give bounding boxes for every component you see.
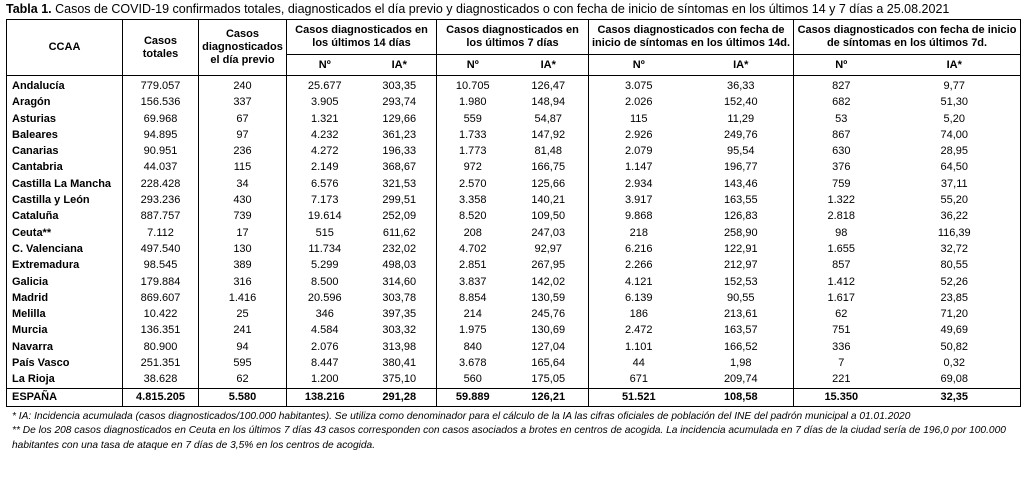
cell-value: 2.818 (827, 210, 856, 223)
cell-value: 50,82 (940, 340, 969, 353)
table-row (7, 274, 1021, 290)
cell-ccaa: Baleares (7, 127, 123, 143)
cell-value: 316 (199, 274, 287, 290)
table-row (7, 225, 1021, 241)
cell-value: 293,74 (363, 94, 437, 110)
cell-ccaa: Asturias (7, 111, 123, 127)
cell-value: 7 (838, 357, 845, 370)
cell-value: 303,35 (363, 76, 437, 95)
cell-value: 9,77 (943, 80, 965, 92)
cell-ccaa: Castilla y León (7, 192, 123, 208)
cell-value: 1.980 (458, 96, 487, 109)
table-row (7, 111, 1021, 127)
cell-value: 32,35 (889, 388, 1021, 406)
table-row (7, 192, 1021, 208)
cell-value: 515 (315, 226, 334, 239)
header-ia-sintomas-14d: IA* (689, 55, 794, 76)
cell-ccaa: Aragón (7, 94, 123, 110)
cell-value: 251.351 (123, 355, 199, 371)
cell-value: 6.139 (625, 291, 653, 304)
cell-value: 1.416 (199, 290, 287, 306)
cell-value: 69,08 (940, 373, 969, 386)
cell-ccaa: Madrid (7, 290, 123, 306)
cell-value: 90,55 (689, 290, 794, 306)
cell-value: 214 (463, 308, 482, 321)
cell-value: 682 (832, 96, 851, 109)
table-row-total (7, 388, 1021, 406)
cell-value: 213,61 (689, 306, 794, 322)
cell-value: 28,95 (940, 145, 969, 158)
cell-value: 1.975 (458, 324, 487, 337)
cell-value: 2.149 (310, 161, 339, 174)
cell-value: 130,59 (509, 290, 589, 306)
cell-value: 336 (832, 340, 851, 353)
cell-ccaa: Castilla La Mancha (7, 176, 123, 192)
cell-value: 115 (629, 112, 648, 125)
cell-value: 376 (832, 161, 851, 174)
cell-value: 869.607 (123, 290, 199, 306)
cell-value: 1.773 (458, 145, 487, 158)
header-ia-7d: IA* (509, 55, 589, 76)
cell-value: 175,05 (509, 371, 589, 388)
cell-value: 212,97 (689, 257, 794, 273)
cell-value: 8.520 (458, 210, 487, 223)
cell-value: 116,39 (937, 226, 971, 239)
cell-value: 240 (199, 76, 287, 95)
cell-value: 55,20 (940, 194, 969, 207)
cell-value: 559 (463, 112, 482, 125)
cell-value: 8.500 (310, 275, 339, 288)
cell-value: 1.655 (827, 242, 856, 255)
cell-value: 152,53 (689, 274, 794, 290)
cell-value: 166,75 (509, 159, 589, 175)
cell-value: 90.951 (123, 143, 199, 159)
cell-value: 74,00 (940, 128, 969, 141)
table-row (7, 176, 1021, 192)
footnote-ia: * IA: Incidencia acumulada (casos diagnosticados/100.000 habitantes). Se utiliza como denominador para el cálculo de la IA las cifras oficiales de población del INE del padrón municipal a 01.01.2020 (12, 410, 911, 422)
cell-value: 560 (463, 373, 482, 386)
cell-value: 109,50 (509, 208, 589, 224)
cell-value: 52,26 (940, 275, 969, 288)
cell-value: 97 (199, 127, 287, 143)
cell-value: 163,55 (689, 192, 794, 208)
cell-value: 127,04 (509, 339, 589, 355)
cell-value: 368,67 (363, 159, 437, 175)
cell-value: 152,40 (689, 94, 794, 110)
cell-value: 313,98 (363, 339, 437, 355)
cell-value: 129,66 (363, 111, 437, 127)
cell-value: 2.570 (458, 177, 487, 190)
cell-value: 0,32 (943, 357, 965, 370)
cell-ccaa: La Rioja (7, 371, 123, 388)
cell-value: 122,91 (689, 241, 794, 257)
cell-value: 196,33 (363, 143, 437, 159)
cell-value: 498,03 (363, 257, 437, 273)
cell-value: 380,41 (363, 355, 437, 371)
table-row (7, 290, 1021, 306)
cell-value: 671 (629, 373, 648, 386)
cell-value: 1.147 (625, 161, 653, 174)
cell-value: 34 (199, 176, 287, 192)
cell-value: 115 (199, 159, 287, 175)
cell-value: 8.447 (310, 357, 339, 370)
cell-value: 314,60 (363, 274, 437, 290)
cell-value: 3.678 (458, 357, 487, 370)
caption-text: Casos de COVID-19 confirmados totales, diagnosticados el día previo y diagnosticados o con fecha de inicio de síntomas en los últimos 14 y 7 días a 25.08.2021 (51, 2, 950, 16)
cell-value: 430 (199, 192, 287, 208)
cell-value: 10.422 (123, 306, 199, 322)
cell-value: 267,95 (509, 257, 589, 273)
cell-value: 232,02 (363, 241, 437, 257)
cell-value: 751 (832, 324, 851, 337)
header-ia-sintomas-7d: IA* (889, 55, 1021, 76)
cell-ccaa: C. Valenciana (7, 241, 123, 257)
cell-value: 228.428 (123, 176, 199, 192)
cell-value: 44.037 (123, 159, 199, 175)
cell-value: 143,46 (689, 176, 794, 192)
cell-value: 140,21 (509, 192, 589, 208)
cell-value: 293.236 (123, 192, 199, 208)
cell-value: 218 (629, 226, 648, 239)
cell-value: 166,52 (689, 339, 794, 355)
footnotes (6, 410, 1012, 454)
cell-value: 5.299 (310, 259, 339, 272)
cell-value: 595 (199, 355, 287, 371)
table-row (7, 339, 1021, 355)
table-row (7, 208, 1021, 224)
cell-value: 44 (632, 357, 645, 370)
cell-value: 8.854 (458, 291, 487, 304)
cell-value: 1.322 (827, 194, 856, 207)
cell-value: 69.968 (123, 111, 199, 127)
cell-value: 94.895 (123, 127, 199, 143)
cell-value: 5,20 (943, 112, 965, 125)
cell-value: 3.917 (625, 194, 653, 207)
cell-value: 1.200 (310, 373, 339, 386)
cell-value: 80,55 (940, 259, 969, 272)
cell-value: 2.079 (625, 145, 653, 158)
cell-value: 611,62 (363, 225, 437, 241)
table-row (7, 159, 1021, 175)
cell-value: 25.677 (307, 80, 342, 92)
header-n-7d: Nº (437, 55, 509, 76)
cell-value: 236 (199, 143, 287, 159)
header-ia-14d: IA* (363, 55, 437, 76)
cell-value: 2.026 (625, 96, 653, 109)
table-row (7, 94, 1021, 110)
cell-value: 208 (463, 226, 482, 239)
cell-value: 163,57 (689, 322, 794, 338)
cell-value: 2.934 (625, 177, 653, 190)
cell-value: 389 (199, 257, 287, 273)
cell-value: 7.112 (123, 225, 199, 241)
cell-ccaa: Navarra (7, 339, 123, 355)
cell-value: 1.617 (827, 291, 856, 304)
header-group-sintomas-7d: Casos diagnosticados con fecha de inicio de síntomas en los últimos 7d. (797, 24, 1017, 49)
cell-value: 3.358 (458, 194, 487, 207)
cell-value: 196,77 (689, 159, 794, 175)
cell-value: 361,23 (363, 127, 437, 143)
cell-ccaa: Extremadura (7, 257, 123, 273)
cell-value: 32,72 (940, 242, 969, 255)
cell-value: 3.837 (458, 275, 487, 288)
cell-ccaa: Galicia (7, 274, 123, 290)
cell-value: 7.173 (310, 194, 339, 207)
cell-value: 759 (832, 177, 851, 190)
cell-value: 142,02 (509, 274, 589, 290)
table-row (7, 143, 1021, 159)
cell-value: 94 (199, 339, 287, 355)
cell-value: 95,54 (689, 143, 794, 159)
cell-value: 19.614 (307, 210, 342, 223)
cell-value: 252,09 (363, 208, 437, 224)
header-group-14d: Casos diagnosticados en los últimos 14 días (287, 20, 437, 55)
cell-value: 4.584 (310, 324, 339, 337)
cell-value: 3.905 (310, 96, 339, 109)
header-n-sintomas-14d: Nº (589, 55, 689, 76)
cell-value: 1.101 (625, 340, 653, 353)
cell-value: 20.596 (307, 291, 342, 304)
cell-ccaa: Murcia (7, 322, 123, 338)
cell-ccaa: Canarias (7, 143, 123, 159)
header-ccaa: CCAA (7, 20, 123, 76)
cell-value: 15.350 (794, 388, 889, 406)
cell-value: 130 (199, 241, 287, 257)
table-row (7, 127, 1021, 143)
cell-value: 779.057 (123, 76, 199, 95)
cell-ccaa: Melilla (7, 306, 123, 322)
cell-ccaa: ESPAÑA (7, 388, 123, 406)
cell-value: 321,53 (363, 176, 437, 192)
cell-value: 64,50 (940, 161, 969, 174)
cell-value: 37,11 (940, 177, 968, 190)
cell-value: 62 (835, 308, 848, 321)
cell-value: 51.521 (589, 388, 689, 406)
cell-value: 241 (199, 322, 287, 338)
cell-value: 36,22 (940, 210, 969, 223)
header-casos-totales: Casos totales (123, 20, 199, 76)
cell-value: 138.216 (287, 388, 363, 406)
cell-value: 1,98 (689, 355, 794, 371)
cell-value: 1.412 (827, 275, 856, 288)
cell-value: 126,83 (689, 208, 794, 224)
table-row (7, 257, 1021, 273)
cell-value: 9.868 (625, 210, 653, 223)
cell-value: 397,35 (363, 306, 437, 322)
table-body (7, 76, 1021, 407)
cell-ccaa: País Vasco (7, 355, 123, 371)
cell-value: 38.628 (123, 371, 199, 388)
cell-value: 4.702 (458, 242, 487, 255)
cell-value: 62 (199, 371, 287, 388)
cell-value: 6.576 (310, 177, 339, 190)
footnote-ceuta: ** De los 208 casos diagnosticados en Ceuta en los últimos 7 días 43 casos corresponden con casos asociados a brotes en centros de acogida. La incidencia acumulada en 7 días de la ciudad sería de 196,0 por 100.000 habitantes con una tasa de ataque en 7 días de 3,5% en los centros de acogida. (12, 425, 1006, 451)
cell-value: 497.540 (123, 241, 199, 257)
cell-value: 337 (199, 94, 287, 110)
cell-value: 249,76 (689, 127, 794, 143)
cell-value: 136.351 (123, 322, 199, 338)
cell-value: 59.889 (437, 388, 509, 406)
table-caption (6, 0, 1020, 19)
cell-value: 245,76 (509, 306, 589, 322)
cell-value: 108,58 (689, 388, 794, 406)
cell-value: 209,74 (689, 371, 794, 388)
cell-value: 186 (629, 308, 648, 321)
table-row (7, 306, 1021, 322)
cell-value: 54,87 (509, 111, 589, 127)
cell-value: 49,69 (940, 324, 969, 337)
cell-value: 6.216 (625, 242, 653, 255)
cell-value: 179.884 (123, 274, 199, 290)
cell-value: 36,33 (689, 76, 794, 95)
cell-value: 887.757 (123, 208, 199, 224)
cell-value: 130,69 (509, 322, 589, 338)
cell-value: 299,51 (363, 192, 437, 208)
cell-value: 11,29 (689, 111, 794, 127)
cell-value: 126,21 (509, 388, 589, 406)
cell-value: 156.536 (123, 94, 199, 110)
cell-value: 17 (199, 225, 287, 241)
cell-value: 51,30 (940, 96, 969, 109)
table-row (7, 371, 1021, 388)
cell-ccaa: Ceuta** (7, 225, 123, 241)
cell-value: 10.705 (455, 80, 490, 92)
cell-value: 126,47 (509, 76, 589, 95)
document (6, 0, 1020, 453)
table-row (7, 322, 1021, 338)
cell-value: 71,20 (940, 308, 969, 321)
cell-value: 2.266 (625, 259, 653, 272)
cell-value: 303,32 (363, 322, 437, 338)
caption-label: Tabla 1. (6, 2, 52, 16)
cell-value: 258,90 (689, 225, 794, 241)
cell-value: 291,28 (363, 388, 437, 406)
header-dia-previo: Casos diagnosticados el día previo (199, 20, 287, 76)
cell-value: 148,94 (509, 94, 589, 110)
cell-value: 840 (463, 340, 482, 353)
cell-value: 630 (832, 145, 851, 158)
cell-value: 67 (199, 111, 287, 127)
cell-value: 247,03 (509, 225, 589, 241)
cell-value: 98 (835, 226, 848, 239)
cell-value: 165,64 (509, 355, 589, 371)
cell-value: 23,85 (940, 291, 969, 304)
cell-value: 4.232 (310, 128, 339, 141)
cell-value: 25 (199, 306, 287, 322)
cell-value: 2.851 (458, 259, 487, 272)
cell-ccaa: Cataluña (7, 208, 123, 224)
cell-value: 11.734 (308, 242, 342, 255)
header-group-7d: Casos diagnosticados en los últimos 7 días (437, 20, 589, 55)
covid-table (6, 19, 1021, 407)
header-group-sintomas-14d: Casos diagnosticados con fecha de inicio de síntomas en los últimos 14d. (589, 20, 794, 55)
cell-value: 5.580 (199, 388, 287, 406)
cell-value: 1.733 (458, 128, 487, 141)
cell-value: 53 (835, 112, 848, 125)
cell-value: 867 (832, 128, 851, 141)
cell-value: 972 (463, 161, 482, 174)
cell-value: 98.545 (123, 257, 199, 273)
cell-value: 4.815.205 (123, 388, 199, 406)
cell-value: 1.321 (310, 112, 339, 125)
cell-value: 739 (199, 208, 287, 224)
cell-value: 375,10 (363, 371, 437, 388)
cell-value: 2.472 (625, 324, 653, 337)
cell-value: 2.926 (625, 128, 653, 141)
cell-value: 147,92 (509, 127, 589, 143)
cell-value: 125,66 (509, 176, 589, 192)
cell-value: 3.075 (625, 80, 653, 92)
cell-value: 4.272 (310, 145, 339, 158)
cell-value: 827 (832, 80, 851, 92)
cell-value: 346 (315, 308, 334, 321)
cell-value: 857 (832, 259, 851, 272)
table-row (7, 355, 1021, 371)
header-n-sintomas-7d: Nº (794, 55, 889, 76)
cell-value: 2.076 (310, 340, 339, 353)
cell-value: 303,78 (363, 290, 437, 306)
cell-value: 221 (832, 373, 851, 386)
cell-value: 81,48 (509, 143, 589, 159)
cell-value: 4.121 (625, 275, 653, 288)
header-n-14d: Nº (287, 55, 363, 76)
table-row (7, 76, 1021, 95)
cell-value: 80.900 (123, 339, 199, 355)
cell-value: 92,97 (509, 241, 589, 257)
cell-ccaa: Andalucía (7, 76, 123, 95)
table-row (7, 241, 1021, 257)
cell-ccaa: Cantabria (7, 159, 123, 175)
